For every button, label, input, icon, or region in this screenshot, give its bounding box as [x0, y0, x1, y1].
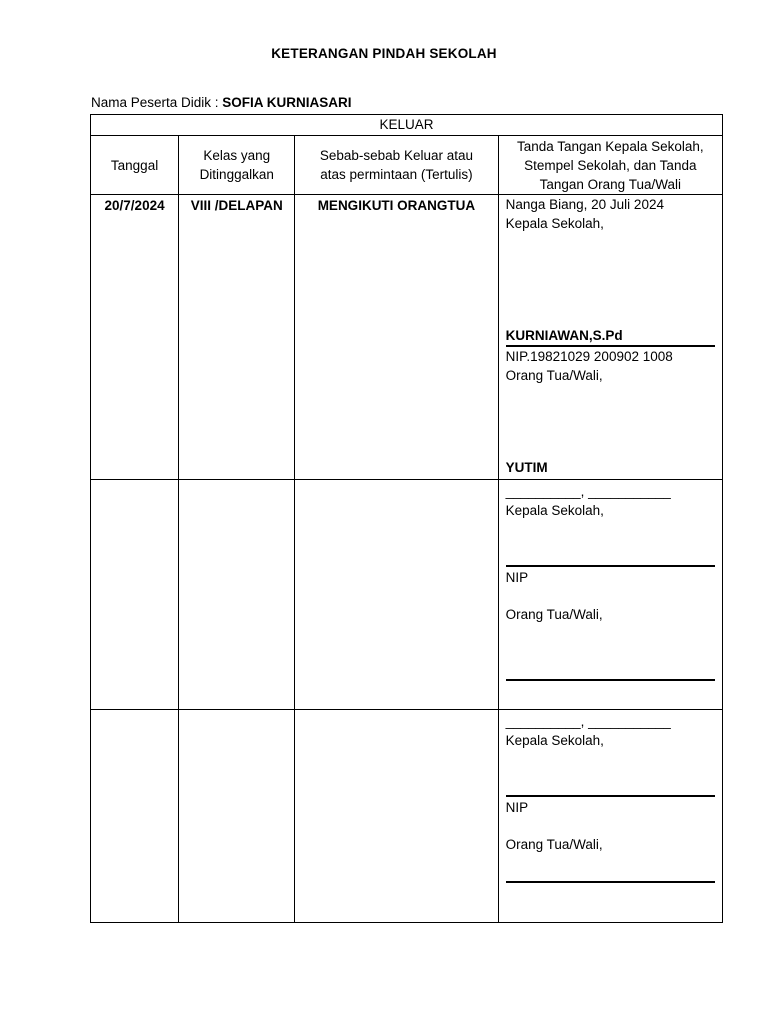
cell-tanggal — [91, 195, 179, 480]
cell-tanggal — [91, 710, 179, 923]
signature-line — [506, 881, 715, 883]
table-row — [91, 710, 723, 923]
kepala-label: Kepala Sekolah, — [505, 503, 604, 518]
kepala-nip: NIP — [505, 800, 529, 815]
header-kelas-line-2: Ditinggalkan — [199, 167, 274, 182]
signature-line — [506, 565, 715, 567]
table-row — [91, 480, 723, 710]
student-label: Nama Peserta Didik : — [91, 95, 223, 110]
header-ttd-line-3: Tangan Orang Tua/Wali — [539, 176, 681, 192]
keluar-header: KELUAR — [91, 115, 723, 136]
cell-signature — [498, 195, 722, 480]
header-tanggal-text: Tanggal — [110, 157, 159, 173]
cell-kelas — [179, 195, 295, 480]
cell-kelas — [179, 710, 295, 923]
header-ttd-line-1: Tanda Tangan Kepala Sekolah, — [516, 138, 704, 154]
table-row — [91, 195, 723, 480]
header-sebab — [295, 136, 498, 195]
document-title: KETERANGAN PINDAH SEKOLAH — [271, 46, 497, 61]
wali-label: Orang Tua/Wali, — [505, 837, 603, 852]
cell-sebab — [295, 480, 498, 710]
header-sebab-line-2: atas permintaan (Tertulis) — [320, 167, 473, 182]
cell-sebab — [295, 195, 498, 480]
header-kelas — [179, 136, 295, 195]
wali-label: Orang Tua/Wali, — [505, 607, 603, 622]
kepala-nip: NIP.19821029 200902 1008 — [505, 349, 673, 364]
header-ttd-line-2: Stempel Sekolah, dan Tanda — [524, 157, 697, 173]
place-date: Nanga Biang, 20 Juli 2024 — [505, 197, 664, 212]
cell-sebab — [295, 710, 498, 923]
cell-signature — [498, 710, 722, 923]
place-date: __________, ___________ — [505, 484, 671, 499]
column-header-row — [91, 136, 723, 195]
kepala-name: KURNIAWAN,S.Pd — [505, 328, 623, 343]
wali-name: YUTIM — [505, 460, 548, 475]
student-name: SOFIA KURNIASARI — [222, 95, 352, 110]
header-sebab-line-1: Sebab-sebab Keluar atau — [319, 148, 473, 163]
header-kelas-line-1: Kelas yang — [203, 148, 271, 163]
place-date: __________, ___________ — [505, 714, 671, 729]
header-tanda-tangan — [498, 136, 722, 195]
header-tanggal — [91, 136, 179, 195]
kelas-value: VIII /DELAPAN — [190, 198, 283, 213]
sebab-value: MENGIKUTI ORANGTUA — [317, 198, 476, 213]
kepala-nip: NIP — [505, 570, 529, 585]
group-header-row — [91, 115, 723, 136]
signature-line — [506, 679, 715, 681]
cell-tanggal — [91, 480, 179, 710]
wali-label: Orang Tua/Wali, — [505, 368, 603, 383]
kepala-label: Kepala Sekolah, — [505, 733, 604, 748]
tanggal-value: 20/7/2024 — [104, 198, 165, 213]
cell-kelas — [179, 480, 295, 710]
cell-signature — [498, 480, 722, 710]
student-line — [91, 95, 352, 110]
signature-line — [506, 795, 715, 797]
kepala-label: Kepala Sekolah, — [505, 216, 604, 231]
transfer-table — [90, 114, 723, 923]
